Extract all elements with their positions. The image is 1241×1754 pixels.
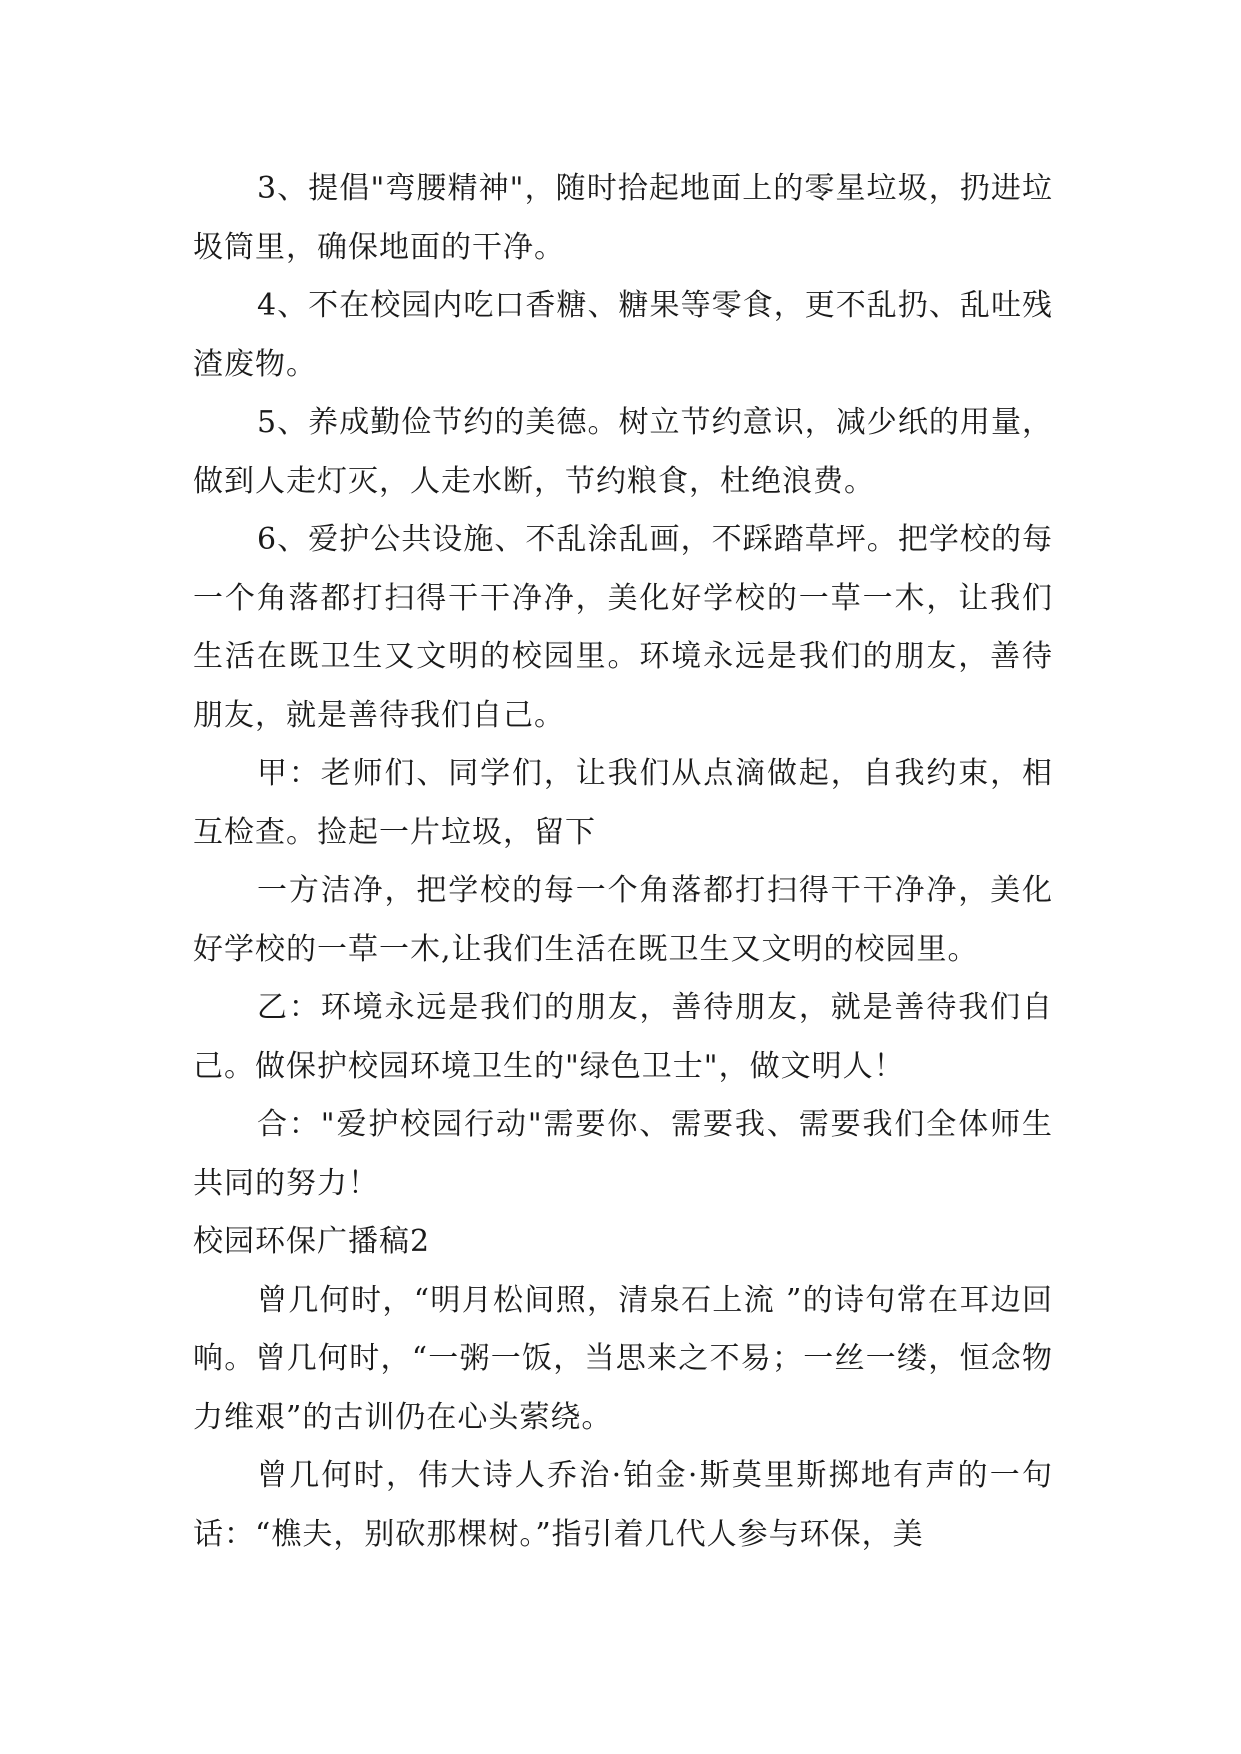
paragraph-he: 合："爱护校园行动"需要你、需要我、需要我们全体师生共同的努力！ — [193, 1107, 1053, 1201]
section-paragraph-1: 曾几何时，“明月松间照，清泉石上流 ”的诗句常在耳边回响。曾几何时，“一粥一饭，当思来之不易；一丝一缕，恒念物力维艰”的古训仍在心头萦绕。 — [193, 1282, 1053, 1435]
paragraph-item-3: 3、提倡"弯腰精神"，随时拾起地面上的零星垃圾，扔进垃圾筒里，确保地面的干净。 — [193, 171, 1053, 265]
document-page — [193, 160, 1053, 1564]
paragraph-jia: 甲：老师们、同学们，让我们从点滴做起，自我约束，相互检查。捡起一片垃圾，留下 — [193, 756, 1053, 850]
paragraph-yi: 乙：环境永远是我们的朋友，善待朋友，就是善待我们自己。做保护校园环境卫生的"绿色卫士"，做文明人！ — [193, 990, 1053, 1084]
section-paragraph-2: 曾几何时，伟大诗人乔治·铂金·斯莫里斯掷地有声的一句话：“樵夫，别砍那棵树。”指引着几代人参与环保，美 — [193, 1458, 1053, 1552]
section-heading: 校园环保广播稿2 — [193, 1224, 431, 1259]
paragraph-item-5: 5、养成勤俭节约的美德。树立节约意识，减少纸的用量，做到人走灯灭，人走水断，节约粮食，杜绝浪费。 — [193, 405, 1053, 499]
paragraph-item-6: 6、爱护公共设施、不乱涂乱画，不踩踏草坪。把学校的每一个角落都打扫得干干净净，美化好学校的一草一木，让我们生活在既卫生又文明的校园里。环境永远是我们的朋友，善待朋友，就是善待我们自己。 — [193, 522, 1053, 733]
paragraph-continuation: 一方洁净，把学校的每一个角落都打扫得干干净净，美化好学校的一草一木,让我们生活在既卫生又文明的校园里。 — [193, 873, 1053, 967]
paragraph-item-4: 4、不在校园内吃口香糖、糖果等零食，更不乱扔、乱吐残渣废物。 — [193, 288, 1053, 382]
